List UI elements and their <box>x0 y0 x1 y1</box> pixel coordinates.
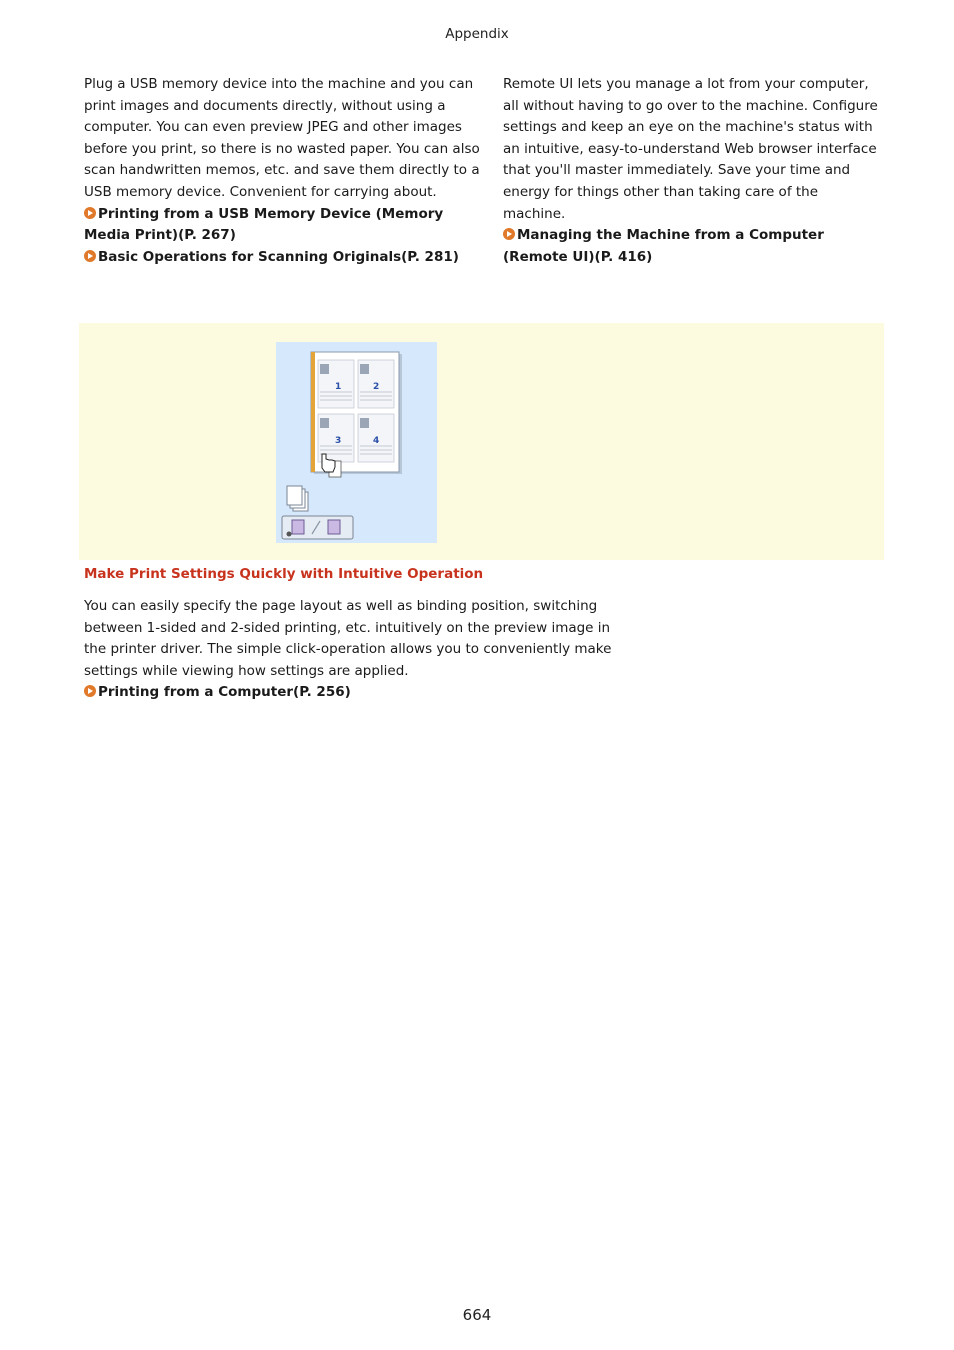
binding-edge <box>311 352 315 472</box>
right-column <box>503 74 883 268</box>
link-memory-media-print[interactable]: Printing from a USB Memory Device (Memory Media Print)(P. 267) <box>84 205 444 244</box>
link-printing-from-computer[interactable]: Printing from a Computer(P. 256) <box>84 682 624 704</box>
section-body <box>84 596 624 704</box>
link-remote-ui[interactable]: Managing the Machine from a Computer (Remote UI)(P. 416) <box>503 227 824 265</box>
left-column <box>84 74 482 268</box>
one-sided-icon <box>292 520 304 534</box>
link-scanning-originals[interactable]: Basic Operations for Scanning Originals(P. 281) <box>84 247 482 269</box>
link-arrow-icon <box>84 685 96 697</box>
two-sided-icon <box>328 520 340 534</box>
page-header: Appendix <box>445 26 509 42</box>
usb-print-description: Plug a USB memory device into the machine and you can print images and documents directly, without using a computer. You can even preview JPEG and other images before you print, so there is no wasted paper. You can also scan handwritten memos, etc. and save them directly to a USB memory device. Convenient for carrying about. <box>84 76 480 200</box>
print-settings-description: You can easily specify the page layout as well as binding position, switching between 1-sided and 2-sided printing, etc. intuitively on the preview image in the printer driver. The simple click-operation allows you to conveniently make settings while viewing how settings are applied. <box>84 598 612 679</box>
link-arrow-icon <box>503 228 515 240</box>
page-number-1: 1 <box>335 382 342 392</box>
section-title: Make Print Settings Quickly with Intuitive Operation <box>84 566 484 582</box>
link-arrow-icon <box>84 207 96 219</box>
feature-illustration-box <box>79 323 884 560</box>
page-number-4: 4 <box>373 436 380 446</box>
page-number-3: 3 <box>335 436 342 446</box>
remote-ui-description: Remote UI lets you manage a lot from your computer, all without having to go over to the machine. Configure settings and keep an eye on the machine's status with an intuitive, easy-to-understand Web browser interface that you'll master immediately. Save your time and energy for things other than taking care of the machine. <box>503 76 878 222</box>
page-number-2: 2 <box>373 382 380 392</box>
duplex-toggle-button[interactable] <box>282 516 353 539</box>
print-preview-illustration <box>276 342 437 543</box>
link-arrow-icon <box>84 250 96 262</box>
copies-icon <box>287 486 308 511</box>
print-preview-svg <box>276 342 437 543</box>
page-number: 664 <box>462 1306 492 1324</box>
